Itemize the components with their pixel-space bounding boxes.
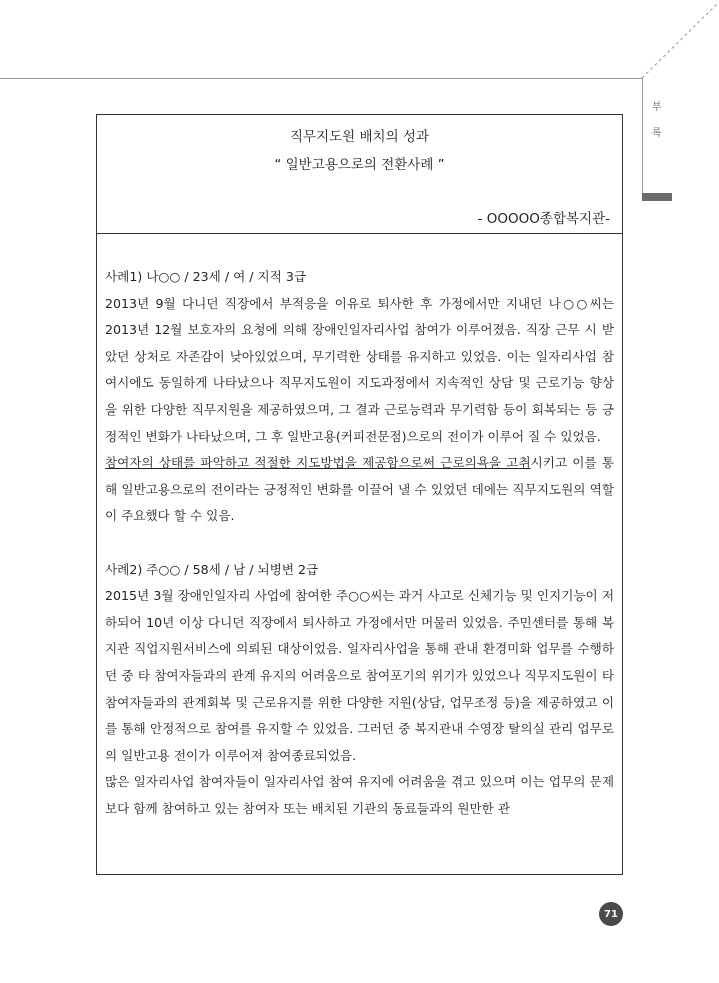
side-tab-bar [642,193,672,201]
organization-name: - OOOOO종합복지관- [477,211,610,227]
box-header [97,115,622,234]
content-box [96,114,623,875]
section-gap [105,530,614,557]
title-line-1: 직무지도원 배치의 성과 [290,129,429,145]
case1-paragraph-1: 2013년 9월 다니던 직장에서 부적응을 이유로 퇴사한 후 가정에서만 지내던 나○○씨는 2013년 12월 보호자의 요청에 의해 장애인일자리사업 참여가 이루어졌음. 직장 근무 시 받았던 상처로 자존감이 낮아있었으며, 무기력한 상태를 유지하고 있었음. 이는 일자리사업 참여시에도 동일하게 나타났으나 직무지도원이 지도과정에서 지속적인 상담 및 근로기능 향상을 위한 다양한 직무지원을 제공하였으며, 그 결과 근로능력과 무기력함 등이 회복되는 등 긍정적인 변화가 나타났으며, 그 후 일반고용(커피전문점)으로의 전이가 이루어 질 수 있었음. [105,295,614,444]
case2-heading: 사례2) 주○○ / 58세 / 남 / 뇌병변 2급 [105,561,319,577]
case2-paragraph-1: 2015년 3월 장애인일자리 사업에 참여한 주○○씨는 과거 사고로 신체기능 및 인지기능이 저하되어 10년 이상 다니던 직장에서 퇴사하고 가정에서만 머물러 있었음. 주민센터를 통해 복지관 직업지원서비스에 의뢰된 대상이었음. 일자리사업을 통해 관내 환경미화 업무를 수행하던 중 타 참여자들과의 관계 유지의 어려움으로 참여포기의 위기가 있었으나 직무지도원이 타 참여자들과의 관계회복 및 근로유지를 위한 다양한 지원(상담, 업무조정 등)을 제공하였고 이를 통해 안정적으로 참여를 유지할 수 있었음. 그러던 중 복지관내 수영장 탈의실 관리 업무로의 일반고용 전이가 이루어져 참여종료되었음. [105,588,614,763]
case1-paragraph-2-rest: 시키고 이를 통해 일반고용으로의 전이라는 긍정적인 변화를 이끌어 낼 수 있었던 데에는 직무지도원의 역할이 주요했다 할 수 있음. [105,455,614,524]
side-tab-char-1: 부 [652,102,662,113]
top-rule-line [0,78,642,79]
case1-heading: 사례1) 나○○ / 23세 / 여 / 지적 3급 [105,269,307,284]
side-rule-line [642,78,643,198]
title-line-2: “ 일반고용으로의 전환사례 ” [274,157,445,173]
side-tab-char-2: 록 [652,128,662,139]
case2-paragraph-2: 많은 일자리사업 참여자들이 일자리사업 참여 유지에 어려움을 겪고 있으며 이는 업무의 문제보다 함께 참여하고 있는 참여자 또는 배치된 기관의 동료들과의 원만한 관 [105,774,614,816]
case1-underlined-text: 참여자의 상태를 파악하고 적절한 지도방법을 제공함으로써 근로의욕을 고취 [105,455,531,471]
case1-paragraph-2 [105,450,614,530]
page-number-badge: 71 [599,902,623,926]
box-body [97,234,622,822]
